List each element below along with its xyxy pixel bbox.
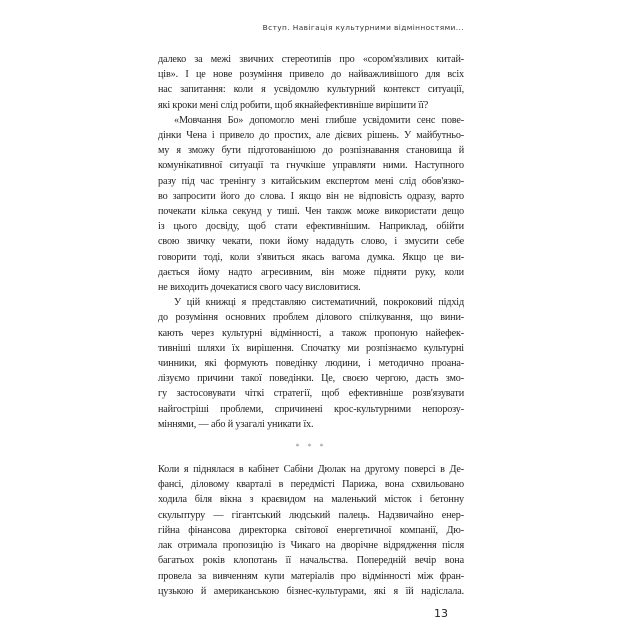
text-line: ходила біля вікна з краєвидом на маленький місток і бетонну: [158, 494, 464, 506]
text-line: провела за вивченням купи матеріалів про відмінності між фран-: [158, 570, 464, 582]
text-line: У цій книжці я представляю систематичний, покроковий підхід: [174, 297, 464, 309]
text-line: міннями, — або й узагалі уникати їх.: [158, 418, 314, 430]
text-line: дається йому надто агресивним, він може підняти руку, коли: [158, 266, 464, 278]
text-line: ців». І це нове розуміння привело до найважливішого для всіх: [158, 69, 464, 81]
text-line: му я зможу бути підготованішою до розпізнавання становища й: [158, 145, 464, 157]
text-line: комунікативної ситуації та гнучкіше управляти ними. Наступного: [158, 160, 464, 172]
text-line: цузькою й американською бізнес-культурами, які я їй надіслала.: [158, 585, 464, 597]
text-line: із цього досвіду, щоб стати ефективнішим. Наприклад, обійти: [158, 221, 464, 233]
text-line: фансі, діловому кварталі в передмісті Парижа, вона схвильовано: [158, 479, 464, 491]
text-line: Коли я піднялася в кабінет Сабіни Дюлак на другому поверсі в Де-: [158, 464, 464, 476]
text-line: не виходить дочекатися свого часу висловитися.: [158, 282, 361, 294]
text-line: «Мовчання Бо» допомогло мені глибше усвідомити сенс пове-: [174, 114, 464, 126]
text-line: гу застосовувати чіткі стратегії, щоб ефективніше розв'язувати: [158, 388, 464, 400]
text-line: гійна фінансова директорка світової енергетичної компанії, Дю-: [158, 524, 464, 536]
text-line: говорити тоді, коли з'явиться якась вагома думка. Якщо це ви-: [158, 251, 464, 263]
body-text: [158, 52, 464, 629]
text-line: свою звичку чекати, поки йому нададуть слово, і змусити себе: [158, 236, 464, 248]
text-line: які кроки мені слід робити, щоб якнайефективніше вирішити її?: [158, 99, 429, 111]
text-line: кають через культурні відмінності, а також пропоную найефек-: [158, 327, 464, 339]
text-line: дінки Чена і привело до простих, але дієвих рішень. У майбутньо-: [158, 130, 464, 142]
text-line: далеко за межі звичних стереотипів про «сором'язливих китай-: [158, 54, 464, 65]
page-footer: [158, 605, 464, 629]
text-line: тивніші шляхи їх вирішення. Спочатку ми розпізнаємо культурні: [158, 342, 464, 354]
text-line: почекати кілька секунд у тиші. Чен також може використати дещо: [158, 206, 464, 218]
page-number: 13: [434, 606, 448, 620]
text-line: во запросити його до слова. І якщо він не відповість одразу, варто: [158, 190, 464, 202]
running-header: Вступ. Навігація культурними відмінностями...: [262, 23, 464, 32]
section-separator: * * *: [295, 442, 327, 452]
paragraph: [158, 52, 464, 113]
paragraph: [158, 295, 464, 432]
paragraph: [158, 113, 464, 295]
text-line: лак отримала пропозицію із Чикаго на дворічне відрядження після: [158, 540, 464, 552]
text-line: багатьох років клопотань її начальства. Попередній вечір вона: [158, 555, 464, 567]
text-line: до розуміння основних проблем ділового спілкування, що вини-: [158, 312, 464, 324]
text-line: разу під час тренінгу з китайським експертом мені слід обов'язко-: [158, 175, 464, 187]
text-line: скульптуру — гігантський людський палець. Надзвичайно енер-: [158, 509, 464, 521]
paragraph: [158, 462, 464, 599]
text-line: найгостріші проблеми, спричинені крос-культурними непорозу-: [158, 403, 464, 415]
text-line: лізуємо причини такої поведінки. Це, своєю чергою, дасть змо-: [158, 373, 464, 385]
text-line: нас запитання: коли я усвідомлю культурний контекст ситуації,: [158, 84, 464, 96]
text-line: чинники, які формують поведінку людини, і методично проана-: [158, 358, 464, 370]
